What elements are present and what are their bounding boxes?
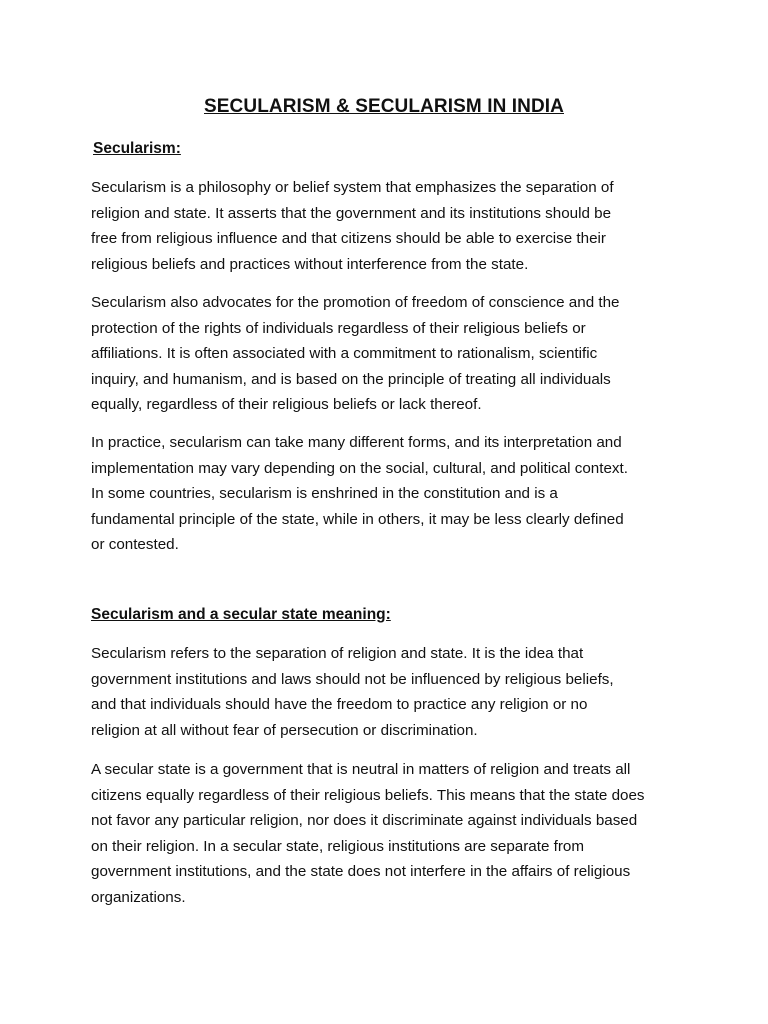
paragraph-line: and that individuals should have the freedom to practice any religion or no <box>91 696 588 713</box>
paragraph-line: inquiry, and humanism, and is based on the principle of treating all individuals <box>91 370 611 388</box>
paragraph-line: fundamental principle of the state, while in others, it may be less clearly defined <box>91 510 624 528</box>
section-heading-secularism: Secularism: <box>93 140 181 157</box>
document-title: SECULARISM & SECULARISM IN INDIA <box>204 96 564 117</box>
paragraph <box>91 430 681 558</box>
paragraph-line: Secularism is a philosophy or belief system that emphasizes the separation of <box>91 179 614 196</box>
paragraph-line: on their religion. In a secular state, religious institutions are separate from <box>91 837 585 855</box>
paragraph-line: religion at all without fear of persecution or discrimination. <box>91 721 478 739</box>
paragraph-line: citizens equally regardless of their religious beliefs. This means that the state does <box>91 786 645 804</box>
paragraph-line: In some countries, secularism is enshrined in the constitution and is a <box>91 485 558 502</box>
paragraph-line: equally, regardless of their religious beliefs or lack thereof. <box>91 396 482 413</box>
paragraph <box>91 641 681 743</box>
paragraph <box>91 757 681 910</box>
paragraph-line: Secularism also advocates for the promotion of freedom of conscience and the <box>91 294 620 311</box>
paragraph-line: Secularism refers to the separation of religion and state. It is the idea that <box>91 645 584 662</box>
paragraph-line: In practice, secularism can take many different forms, and its interpretation and <box>91 434 622 451</box>
paragraph <box>91 290 681 418</box>
paragraph-line: A secular state is a government that is neutral in matters of religion and treats all <box>91 761 631 778</box>
paragraph-line: religious beliefs and practices without interference from the state. <box>91 255 529 273</box>
paragraph-line: implementation may vary depending on the social, cultural, and political context. <box>91 459 628 477</box>
paragraph-line: affiliations. It is often associated with a commitment to rationalism, scientific <box>91 345 598 362</box>
paragraph-line: religion and state. It asserts that the government and its institutions should be <box>91 204 612 222</box>
section-heading-secular-state: Secularism and a secular state meaning: <box>91 606 391 623</box>
paragraph <box>91 175 681 277</box>
paragraph-line: government institutions, and the state does not interfere in the affairs of religious <box>91 863 631 880</box>
paragraph-line: organizations. <box>91 888 186 906</box>
paragraph-line: protection of the rights of individuals regardless of their religious beliefs or <box>91 319 586 337</box>
paragraph-line: government institutions and laws should not be influenced by religious beliefs, <box>91 670 614 688</box>
paragraph-line: not favor any particular religion, nor does it discriminate against individuals based <box>91 812 638 829</box>
paragraph-line: or contested. <box>91 536 179 553</box>
paragraph-line: free from religious influence and that citizens should be able to exercise their <box>91 230 606 247</box>
